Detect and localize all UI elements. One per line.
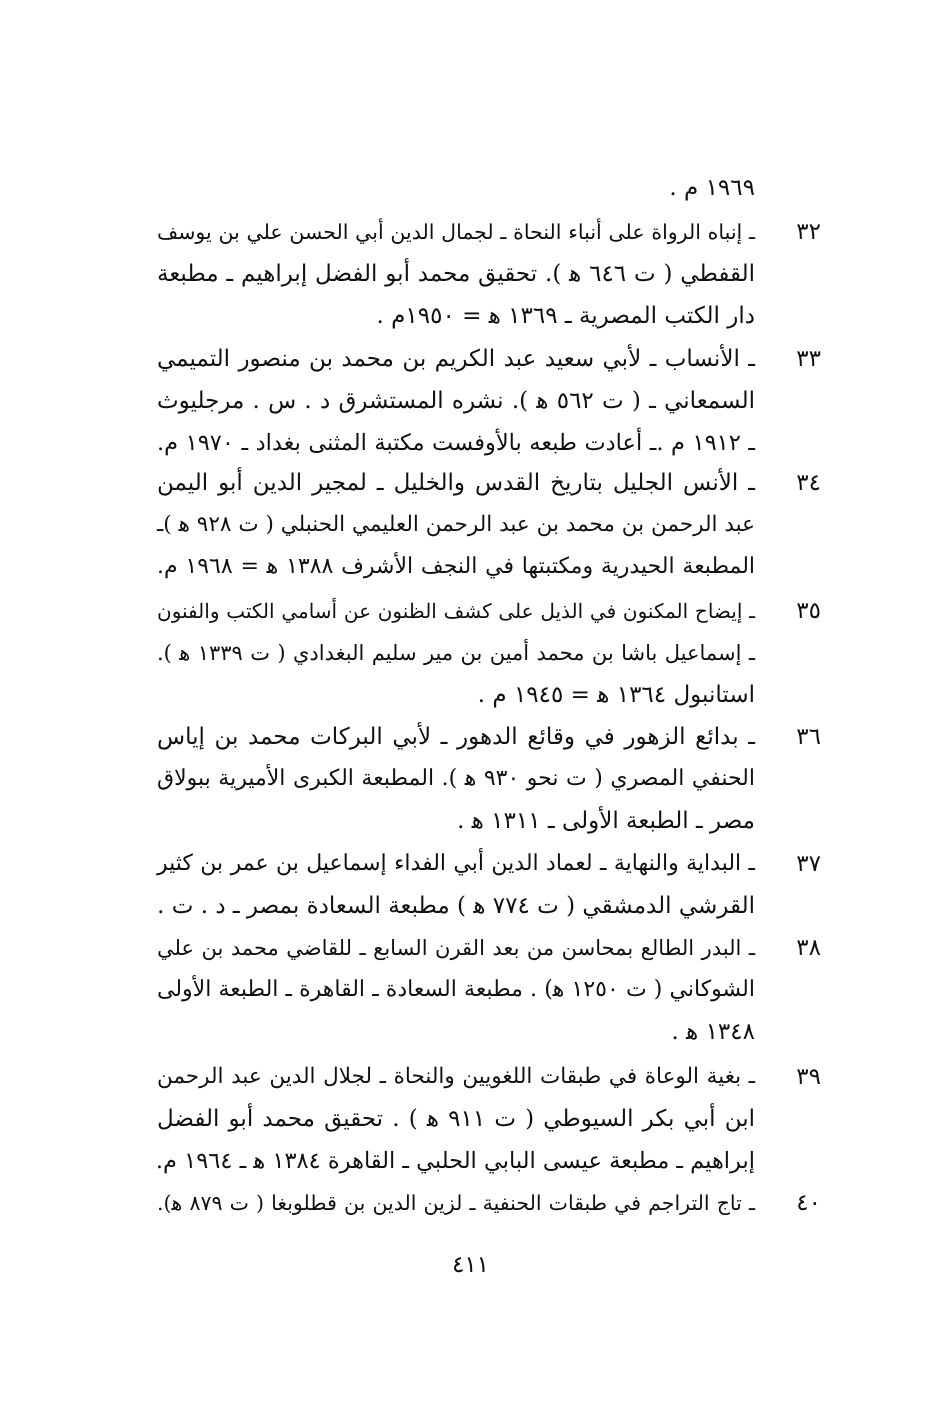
entry-line: الشوكاني ( ت ١٢٥٠ ﻫ) . مطبعة السعادة ـ القاهرة ـ الطبعة الأولى [157, 977, 755, 1002]
entry-line: ١٣٤٨ ﻫ . [671, 1019, 755, 1045]
entry-number: ٣٢ [796, 219, 821, 245]
entry-number: ٣٦ [796, 724, 821, 750]
entry-line: ـ إنباه الرواة على أنباء النحاة ـ لجمال الدين أبي الحسن علي بن يوسف [157, 220, 755, 244]
entry-line: دار الكتب المصرية ـ ١٣٦٩ ﻫ = ١٩٥٠م . [376, 303, 755, 329]
entry-line: مصر ـ الطبعة الأولى ـ ١٣١١ ﻫ . [457, 808, 755, 834]
entry-number: ٣٧ [796, 851, 821, 877]
entry-line: ـ بغية الوعاة في طبقات اللغويين والنحاة ـ لجلال الدين عبد الرحمن [157, 1064, 755, 1089]
entry-line: استانبول ١٣٦٤ ﻫ = ١٩٤٥ م . [477, 682, 755, 708]
page-number: ٤١١ [451, 1252, 490, 1278]
entry-line: السمعاني ـ ( ت ٥٦٢ ﻫ ). نشره المستشرق د . س . مرجليوث [157, 388, 755, 414]
entry-line: عبد الرحمن بن محمد بن عبد الرحمن العليمي الحنبلي ( ت ٩٢٨ ﻫ )ـ [157, 512, 755, 537]
entry-line: ابن أبي بكر السيوطي ( ت ٩١١ ﻫ ) . تحقيق محمد أبو الفضل [157, 1106, 755, 1132]
entry-line: القفطي ( ت ٦٤٦ ﻫ ). تحقيق محمد أبو الفضل إبراهيم ـ مطبعة [157, 261, 755, 287]
entry-line: إبراهيم ـ مطبعة عيسى البابي الحلبي ـ القاهرة ١٣٨٤ ﻫ ـ ١٩٦٤ م. [155, 1148, 755, 1174]
entry-line: ـ الأنساب ـ لأبي سعيد عبد الكريم بن محمد بن منصور التميمي [157, 346, 755, 372]
entry-line: ـ بدائع الزهور في وقائع الدهور ـ لأبي البركات محمد بن إياس [157, 724, 755, 750]
entry-number: ٣٩ [796, 1064, 821, 1090]
entry-line: ـ ١٩١٢ م .ـ أعادت طبعه بالأوفست مكتبة المثنى بغداد ـ ١٩٧٠ م. [157, 430, 755, 456]
entry-line: ـ تاج التراجم في طبقات الحنفية ـ لزين الدين بن قطلوبغا ( ت ٨٧٩ ﻫ). [157, 1191, 755, 1215]
entry-line: ـ البدر الطالع بمحاسن من بعد القرن السابع ـ للقاضي محمد بن علي [157, 936, 755, 960]
entry-number: ٣٥ [796, 598, 821, 624]
entry-number: ٣٤ [796, 470, 821, 496]
entry-number: ٤٠ [796, 1190, 821, 1216]
entry-line: ـ الأنس الجليل بتاريخ القدس والخليل ـ لمجير الدين أبو اليمن [157, 470, 755, 496]
continuation-line: ١٩٦٩ م . [669, 175, 755, 201]
entry-number: ٣٨ [796, 935, 821, 961]
entry-line: القرشي الدمشقي ( ت ٧٧٤ ﻫ ) مطبعة السعادة بمصر ـ د . ت . [157, 893, 755, 919]
entry-line: ـ إسماعيل باشا بن محمد أمين بن مير سليم البغدادي ( ت ١٣٣٩ ﻫ ). [157, 641, 755, 665]
entry-line: المطبعة الحيدرية ومكتبتها في النجف الأشرف ١٣٨٨ ﻫ = ١٩٦٨ م. [157, 554, 756, 579]
entry-line: ـ البداية والنهاية ـ لعماد الدين أبي الفداء إسماعيل بن عمر بن كثير [157, 851, 755, 876]
entry-line: الحنفي المصري ( ت نحو ٩٣٠ ﻫ ). المطبعة الكبرى الأميرية ببولاق [157, 766, 755, 791]
entry-line: ـ إيضاح المكنون في الذيل على كشف الظنون عن أسامي الكتب والفنون [157, 599, 755, 623]
entry-number: ٣٣ [796, 346, 821, 372]
